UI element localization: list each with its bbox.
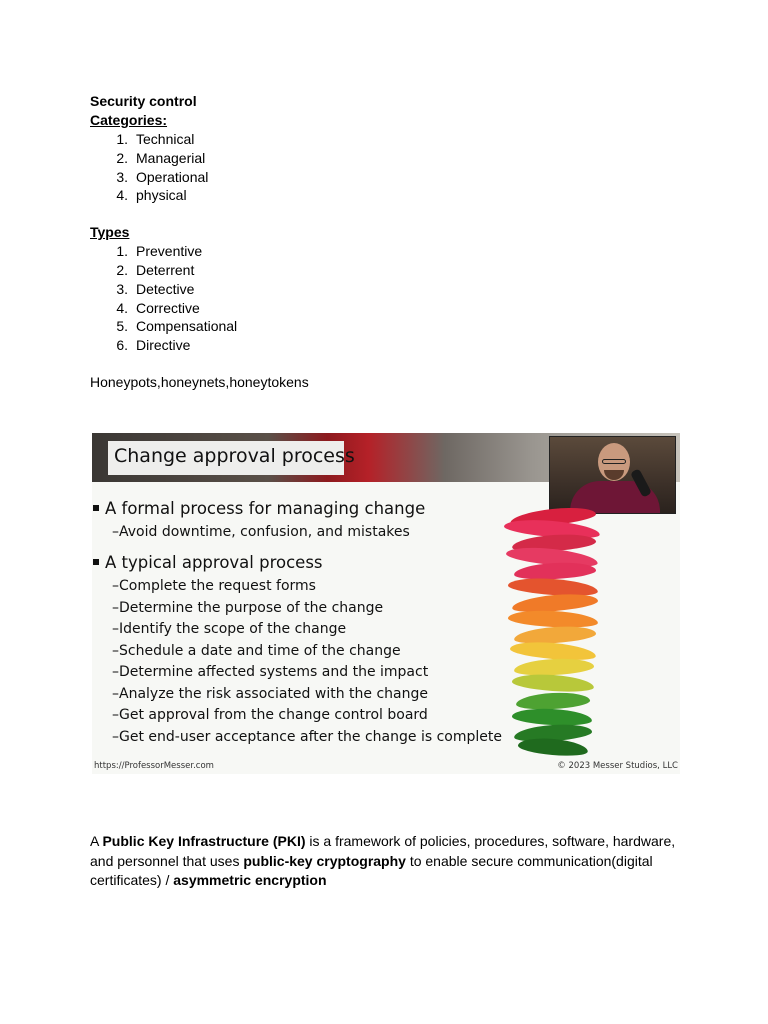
list-item: 1. Technical: [116, 131, 195, 147]
types-list: [90, 242, 680, 355]
leaf-icon: [514, 657, 595, 677]
slide-bullet: A typical approval process: [93, 553, 323, 572]
list-item: 2. Deterrent: [116, 261, 195, 278]
list-item: 6. Directive: [116, 337, 191, 354]
document-body: [90, 92, 680, 392]
slide-sub-bullet: –Analyze the risk associated with the change: [112, 685, 428, 702]
bullet-square-icon: [93, 505, 99, 511]
list-item: 1. Preventive: [116, 243, 203, 260]
glasses-icon: [602, 459, 626, 464]
asymmetric-term: asymmetric encryption: [173, 872, 327, 888]
slide-sub-bullet: –Complete the request forms: [112, 578, 316, 594]
bullet-square-icon: [93, 559, 99, 565]
list-item: 3. Operational: [116, 168, 209, 185]
categories-list: [90, 130, 680, 205]
leaf-icon: [516, 691, 591, 711]
slide-image: [92, 433, 680, 774]
leaf-icon: [517, 736, 588, 758]
list-item: 3. Detective: [116, 280, 195, 297]
types-heading: Types: [90, 224, 130, 241]
categories-heading: Categories:: [90, 112, 168, 128]
slide-footer-url: https://ProfessorMesser.com: [94, 761, 214, 771]
list-item: 5. Compensational: [116, 318, 238, 335]
honeypots-line: Honeypots,honeynets,honeytokens: [90, 373, 309, 390]
slide-sub-bullet: –Get end-user acceptance after the change is complete: [112, 728, 502, 745]
slide-title: Change approval process: [114, 445, 355, 467]
pki-paragraph: A Public Key Infrastructure (PKI) is a framework of policies, procedures, software, hardware, and personnel that uses public-key cryptography to enable secure communication(digital certificates) / asymmetric encryption: [90, 833, 676, 888]
list-item: 2. Managerial: [116, 149, 206, 166]
slide-sub-bullet: –Schedule a date and time of the change: [112, 642, 401, 659]
slide-sub-bullet: –Avoid downtime, confusion, and mistakes: [112, 524, 410, 540]
list-item: 4. physical: [116, 187, 187, 204]
leaf-icon: [512, 672, 595, 694]
presenter-video: [549, 436, 676, 514]
pki-term: Public Key Infrastructure (PKI): [102, 833, 306, 849]
slide-sub-bullet: –Determine affected systems and the impact: [112, 664, 429, 680]
public-key-term: public-key cryptography: [243, 852, 406, 869]
slide-sub-bullet: –Determine the purpose of the change: [112, 599, 384, 616]
list-item: 4. Corrective: [116, 299, 200, 316]
slide-bullet: A formal process for managing change: [93, 499, 425, 518]
leaves-stack-illustration: [502, 509, 607, 759]
slide-sub-bullet: –Get approval from the change control board: [112, 707, 428, 723]
slide-sub-bullet: –Identify the scope of the change: [112, 621, 347, 637]
slide-footer-copyright: © 2023 Messer Studios, LLC: [557, 761, 678, 771]
section-title: Security control: [90, 93, 197, 109]
